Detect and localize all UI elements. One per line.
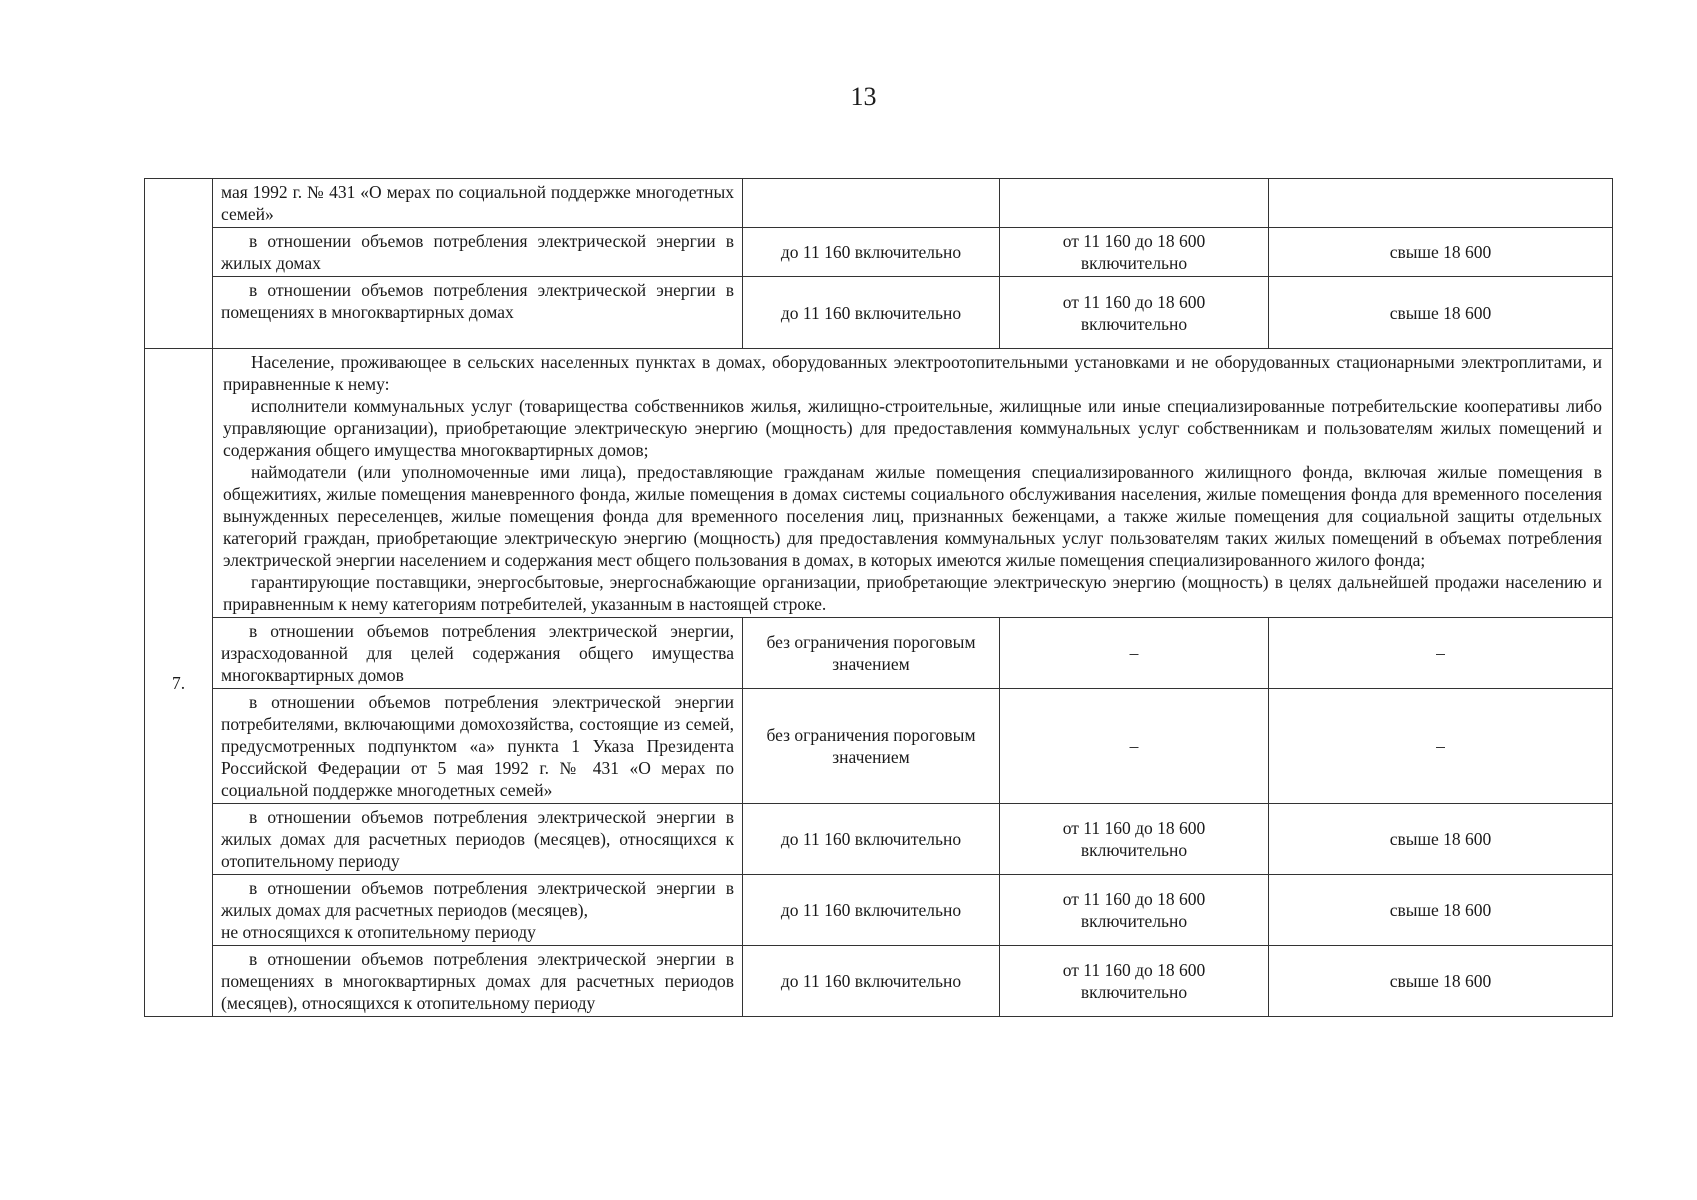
- value-cell: от 11 160 до 18 600 включительно: [1000, 804, 1269, 875]
- value-cell: до 11 160 включительно: [743, 875, 1000, 946]
- row-number-cell: 7.: [145, 349, 213, 1017]
- description-line: в отношении объемов потребления электрической энергии в жилых домах для расчетных периодов (месяцев),: [221, 878, 734, 920]
- description-cell: в отношении объемов потребления электрической энергии в жилых домах для расчетных периодов (месяцев), относящихся к отопительному периоду: [213, 804, 743, 875]
- value-cell: –: [1000, 618, 1269, 689]
- description-cell: в отношении объемов потребления электрической энергии потребителями, включающими домохозяйства, состоящие из семей, предусмотренных подпунктом «а» пункта 1 Указа Президента Российской Федерации от 5 мая 1992 г. № 431 «О мерах по социальной поддержке многодетных семей»: [213, 689, 743, 804]
- value-cell: –: [1269, 618, 1613, 689]
- value-cell: без ограничения пороговым значением: [743, 618, 1000, 689]
- table-row: [145, 875, 1613, 946]
- value-cell: от 11 160 до 18 600 включительно: [1000, 875, 1269, 946]
- value-cell: [1269, 179, 1613, 228]
- paragraph: гарантирующие поставщики, энергосбытовые, энергоснабжающие организации, приобретающие электрическую энергию (мощность) в целях дальнейшей продажи населению и приравненным к нему категориям потребителей, указанным в настоящей строке.: [223, 572, 1602, 614]
- value-cell: свыше 18 600: [1269, 277, 1613, 349]
- table-row: [145, 228, 1613, 277]
- paragraph: наймодатели (или уполномоченные ими лица), предоставляющие гражданам жилые помещения специализированного жилищного фонда, включая жилые помещения в общежитиях, жилые помещения маневренного фонда, жилые помещения в домах системы социального обслуживания населения, жилые помещения фонда для временного поселения вынужденных переселенцев, жилые помещения фонда для временного поселения лиц, признанных беженцами, а также жилые помещения для социальной защиты отдельных категорий граждан, приобретающие электрическую энергию (мощность) для предоставления коммунальных услуг пользователям таких жилых помещений в объемах потребления электрической энергии населением и содержания мест общего пользования в домах, в которых имеются жилые помещения специализированного жилого фонда;: [223, 462, 1602, 570]
- table-row: [145, 689, 1613, 804]
- row-number-cell: [145, 179, 213, 349]
- value-cell: до 11 160 включительно: [743, 804, 1000, 875]
- value-cell: свыше 18 600: [1269, 875, 1613, 946]
- value-cell: от 11 160 до 18 600 включительно: [1000, 946, 1269, 1017]
- tariff-table: [144, 178, 1613, 1017]
- value-cell: [743, 179, 1000, 228]
- page-number: 13: [850, 82, 877, 111]
- value-cell: до 11 160 включительно: [743, 228, 1000, 277]
- table-row: [145, 618, 1613, 689]
- value-cell: свыше 18 600: [1269, 946, 1613, 1017]
- value-cell: [1000, 179, 1269, 228]
- description-cell: [213, 875, 743, 946]
- value-cell: до 11 160 включительно: [743, 946, 1000, 1017]
- paragraph: исполнители коммунальных услуг (товарищества собственников жилья, жилищно-строительные, жилищные или иные специализированные потребительские кооперативы либо управляющие организации), приобретающие электрическую энергию (мощность) для предоставления коммунальных услуг собственникам и пользователям жилых помещений и содержания общего имущества многоквартирных домов;: [223, 396, 1602, 460]
- value-cell: свыше 18 600: [1269, 228, 1613, 277]
- value-cell: свыше 18 600: [1269, 804, 1613, 875]
- value-cell: –: [1269, 689, 1613, 804]
- table-row: [145, 277, 1613, 349]
- description-cell: в отношении объемов потребления электрической энергии в помещениях в многоквартирных домах: [213, 277, 743, 349]
- value-cell: до 11 160 включительно: [743, 277, 1000, 349]
- description-line: не относящихся к отопительному периоду: [221, 922, 536, 942]
- description-cell: мая 1992 г. № 431 «О мерах по социальной поддержке многодетных семей»: [213, 179, 743, 228]
- value-cell: без ограничения пороговым значением: [743, 689, 1000, 804]
- table-row: [145, 179, 1613, 228]
- section-description: [213, 349, 1613, 618]
- table-row: [145, 349, 1613, 618]
- description-cell: в отношении объемов потребления электрической энергии, израсходованной для целей содержания общего имущества многоквартирных домов: [213, 618, 743, 689]
- value-cell: от 11 160 до 18 600 включительно: [1000, 277, 1269, 349]
- table-row: [145, 946, 1613, 1017]
- description-cell: в отношении объемов потребления электрической энергии в помещениях в многоквартирных домах для расчетных периодов (месяцев), относящихся к отопительному периоду: [213, 946, 743, 1017]
- value-cell: –: [1000, 689, 1269, 804]
- table-row: [145, 804, 1613, 875]
- description-cell: в отношении объемов потребления электрической энергии в жилых домах: [213, 228, 743, 277]
- paragraph: Население, проживающее в сельских населенных пунктах в домах, оборудованных электроотопительными установками и не оборудованных стационарными электроплитами, и приравненные к нему:: [223, 352, 1602, 394]
- value-cell: от 11 160 до 18 600 включительно: [1000, 228, 1269, 277]
